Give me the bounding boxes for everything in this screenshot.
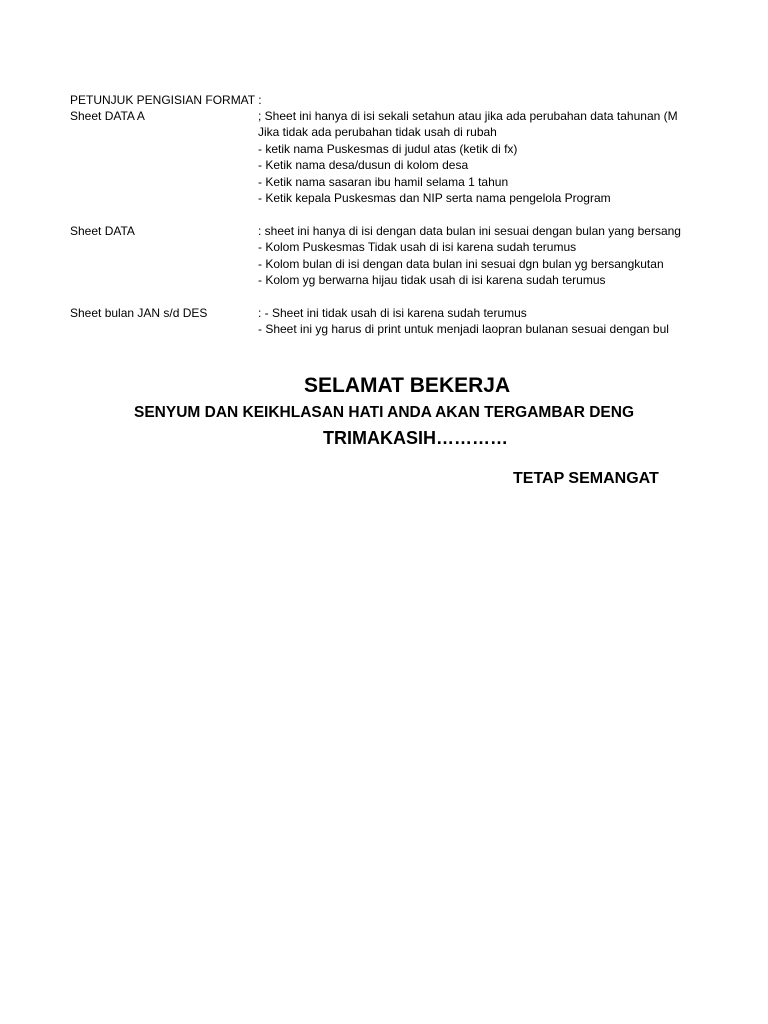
section-line: - Ketik kepala Puskesmas dan NIP serta nama pengelola Program <box>258 191 611 205</box>
section-line: Jika tidak ada perubahan tidak usah di rubah <box>258 125 497 139</box>
section-line: - Kolom bulan di isi dengan data bulan ini sesuai dgn bulan yg bersangkutan <box>258 257 664 271</box>
section-label-sheet-data-a: Sheet DATA A <box>70 109 145 123</box>
tetap-semangat-message: TETAP SEMANGAT <box>513 470 659 487</box>
section-line: - Ketik nama sasaran ibu hamil selama 1 tahun <box>258 175 509 189</box>
selamat-bekerja-heading: SELAMAT BEKERJA <box>304 374 511 397</box>
section-line: : sheet ini hanya di isi dengan data bulan ini sesuai dengan bulan yang bersang <box>258 224 681 238</box>
section-line: ; Sheet ini hanya di isi sekali setahun atau jika ada perubahan data tahunan (M <box>258 109 678 123</box>
senyum-message: SENYUM DAN KEIKHLASAN HATI ANDA AKAN TERGAMBAR DENG <box>134 404 635 421</box>
instructions-title: PETUNJUK PENGISIAN FORMAT : <box>70 93 262 107</box>
section-line: - Ketik nama desa/dusun di kolom desa <box>258 158 469 172</box>
section-label-sheet-data: Sheet DATA <box>70 224 135 238</box>
section-line: - Kolom Puskesmas Tidak usah di isi karena sudah terumus <box>258 240 577 254</box>
section-line: - ketik nama Puskesmas di judul atas (ketik di fx) <box>258 142 518 156</box>
section-line: - Sheet ini yg harus di print untuk menjadi laopran bulanan sesuai dengan bul <box>258 322 669 336</box>
trimakasih-message: TRIMAKASIH………… <box>323 428 508 448</box>
section-label-sheet-bulan: Sheet bulan JAN s/d DES <box>70 306 208 320</box>
section-line: : - Sheet ini tidak usah di isi karena sudah terumus <box>258 306 527 320</box>
section-line: - Kolom yg berwarna hijau tidak usah di isi karena sudah terumus <box>258 273 606 287</box>
